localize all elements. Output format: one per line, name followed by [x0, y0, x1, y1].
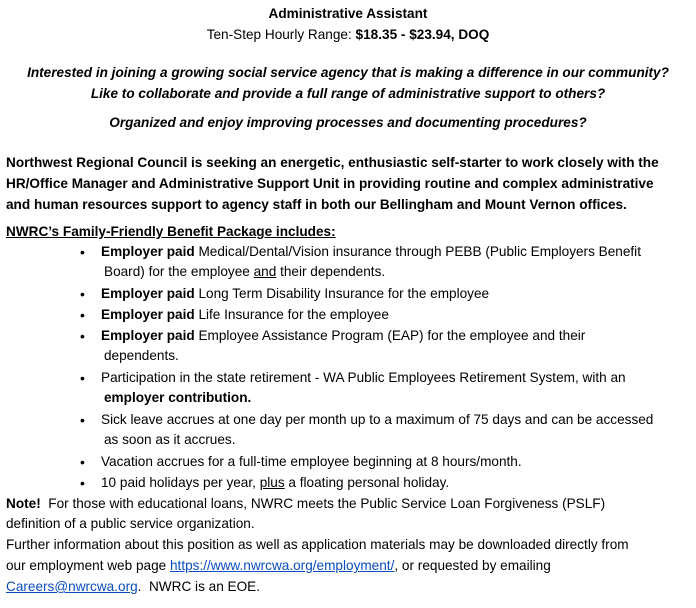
careers-email-link[interactable]: Careers@nwrcwa.org: [6, 579, 138, 594]
employment-link[interactable]: https://www.nwrcwa.org/employment/: [169, 558, 395, 573]
benefit-item-4-cont: dependents.: [104, 348, 179, 363]
intro-question-3: Organized and enjoy improving processes and documenting procedures?: [109, 115, 587, 130]
benefit-item-6-cont: as soon as it accrues.: [104, 432, 236, 447]
benefits-heading: NWRC’s Family-Friendly Benefit Package includes:: [6, 224, 336, 239]
benefit-item-6: Sick leave accrues at one day per month up to a maximum of 75 days and can be accessed: [101, 412, 654, 427]
benefit-item-5: Participation in the state retirement - WA Public Employees Retirement System, with an: [101, 370, 626, 385]
bullet-icon: •: [80, 328, 85, 344]
bullet-icon: •: [80, 286, 85, 302]
bullet-icon: •: [80, 370, 85, 386]
benefit-item-3: Employer paid Life Insurance for the employee: [101, 307, 389, 322]
intro-question-1: Interested in joining a growing social service agency that is making a difference in our community?: [27, 65, 669, 80]
footer-line-2: our employment web page https://www.nwrcwa.org/employment/, or requested by emailing: [6, 558, 551, 573]
bullet-icon: •: [80, 475, 85, 491]
summary-line-3: and human resources support to agency staff in both our Bellingham and Mount Vernon offices.: [6, 197, 627, 212]
benefit-item-8: 10 paid holidays per year, plus a floating personal holiday.: [101, 475, 450, 490]
note-line-1: Note! For those with educational loans, NWRC meets the Public Service Loan Forgiveness (PSLF): [6, 496, 606, 511]
summary-line-2: HR/Office Manager and Administrative Support Unit in providing routine and complex administrative: [6, 176, 654, 191]
range-value: $18.35 - $23.94, DOQ: [355, 27, 490, 42]
bullet-icon: •: [80, 307, 85, 323]
benefit-item-5-cont: employer contribution.: [104, 390, 252, 405]
benefit-item-1: Employer paid Medical/Dental/Vision insurance through PEBB (Public Employers Benefit: [101, 244, 641, 259]
bullet-icon: •: [80, 244, 85, 260]
note-line-2: definition of a public service organization.: [6, 516, 255, 531]
benefit-item-4: Employer paid Employee Assistance Program (EAP) for the employee and their: [101, 328, 586, 343]
bullet-icon: •: [80, 412, 85, 428]
footer-line-1: Further information about this position as well as application materials may be downloaded directly from: [6, 537, 629, 552]
note-label: Note!: [6, 496, 41, 511]
benefit-item-7: Vacation accrues for a full-time employee beginning at 8 hours/month.: [101, 454, 522, 469]
footer-line-3: Careers@nwrcwa.org. NWRC is an EOE.: [6, 579, 261, 594]
range-label: Ten-Step Hourly Range:: [206, 27, 356, 42]
intro-question-2: Like to collaborate and provide a full range of administrative support to others?: [90, 86, 606, 101]
bullet-icon: •: [80, 454, 85, 470]
benefit-item-1-cont: Board) for the employee and their dependents.: [104, 264, 386, 279]
hourly-range: [0, 26, 696, 44]
job-title: Administrative Assistant: [268, 6, 428, 21]
benefit-item-2: Employer paid Long Term Disability Insurance for the employee: [101, 286, 490, 301]
summary-line-1: Northwest Regional Council is seeking an energetic, enthusiastic self-starter to work closely with the: [6, 155, 659, 170]
